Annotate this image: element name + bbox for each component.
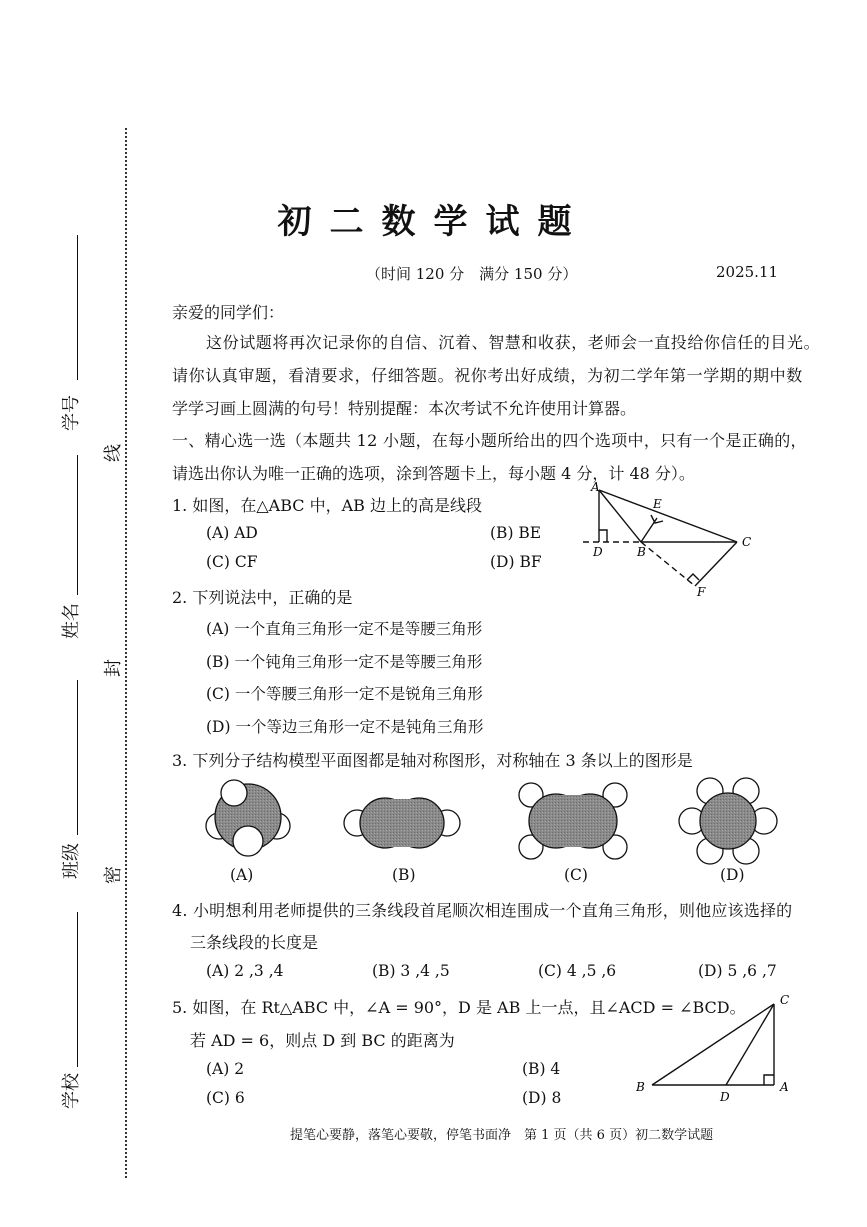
q1-option-d[interactable]: (D) BF: [490, 553, 542, 571]
q3-molecule-figures: [195, 775, 790, 865]
q1-stem: 1. 如图，在△ABC 中，AB 边上的高是线段: [172, 496, 482, 515]
q3-option-d[interactable]: (D): [720, 866, 745, 884]
seal-seal-char: 封: [103, 659, 124, 677]
class-label: 班级: [61, 843, 82, 879]
q1-label-a: A: [591, 480, 600, 494]
seal-line-char: 线: [103, 444, 124, 462]
q3-stem: 3. 下列分子结构模型平面图都是轴对称图形，对称轴在 3 条以上的图形是: [172, 751, 693, 770]
q2-option-b[interactable]: (B) 一个钝角三角形一定不是等腰三角形: [206, 653, 483, 671]
q4-option-a[interactable]: (A) 2 ,3 ,4: [206, 962, 284, 980]
q5-label-d: D: [720, 1090, 730, 1103]
q2-option-d[interactable]: (D) 一个等边三角形一定不是钝角三角形: [206, 718, 484, 736]
q5-label-b: B: [636, 1080, 645, 1094]
q1-option-b[interactable]: (B) BE: [490, 524, 542, 542]
intro-para-3: 学学习画上圆满的句号！特别提醒：本次考试不允许使用计算器。: [172, 399, 637, 418]
molecule-d: [679, 778, 777, 864]
q5-right-triangle-figure: [630, 988, 800, 1103]
q2-option-a[interactable]: (A) 一个直角三角形一定不是等腰三角形: [206, 620, 483, 638]
q5-stem-1: 5. 如图，在 Rt△ABC 中，∠A = 90°，D 是 AB 上一点，且∠ACD = ∠BCD。: [172, 998, 746, 1017]
q1-label-d: D: [593, 545, 603, 559]
class-blank[interactable]: [77, 680, 78, 835]
q2-option-c[interactable]: (C) 一个等腰三角形一定不是锐角三角形: [206, 685, 483, 703]
student-no-label: 学号: [61, 395, 82, 431]
q5-option-c[interactable]: (C) 6: [206, 1089, 245, 1107]
q5-label-a: A: [780, 1080, 789, 1094]
seal-secret-char: 密: [103, 866, 124, 884]
q5-option-a[interactable]: (A) 2: [206, 1060, 245, 1078]
q5-stem-2: 若 AD = 6，则点 D 到 BC 的距离为: [190, 1031, 455, 1050]
q5-option-b[interactable]: (B) 4: [522, 1060, 561, 1078]
q4-stem-1: 4. 小明想利用老师提供的三条线段首尾顺次相连围成一个直角三角形，则他应该选择的: [172, 901, 793, 920]
q1-label-b: B: [637, 545, 646, 559]
q3-option-a[interactable]: (A): [230, 866, 254, 884]
name-blank[interactable]: [77, 455, 78, 595]
q5-option-d[interactable]: (D) 8: [522, 1089, 562, 1107]
binding-dotted-line: [125, 128, 127, 1178]
q3-option-c[interactable]: (C): [564, 866, 588, 884]
page-title: 初二数学试题: [277, 202, 590, 242]
school-label: 学校: [61, 1073, 82, 1109]
intro-para-2: 请你认真审题，看清要求，仔细答题。祝你考出好成绩，为初二学年第一学期的期中数: [172, 366, 803, 385]
q1-label-c: C: [742, 535, 752, 549]
q4-option-b[interactable]: (B) 3 ,4 ,5: [372, 962, 450, 980]
student-no-blank[interactable]: [77, 235, 78, 380]
molecule-b: [344, 798, 460, 848]
q1-option-c[interactable]: (C) CF: [206, 553, 258, 571]
school-blank[interactable]: [77, 912, 78, 1067]
molecule-a: [206, 780, 290, 856]
page-footer: 提笔心要静，落笔心要敬，停笔书面净 第 1 页（共 6 页）初二数学试题: [290, 1128, 714, 1143]
greeting: 亲爱的同学们：: [172, 303, 285, 322]
molecule-c: [519, 783, 627, 859]
q1-label-f: F: [697, 585, 706, 598]
section1-line-1: 一、精心选一选（本题共 12 小题，在每小题所给出的四个选项中，只有一个是正确的，: [172, 431, 807, 450]
exam-date: 2025.11: [716, 263, 779, 281]
q4-option-d[interactable]: (D) 5 ,6 ,7: [698, 962, 777, 980]
time-score: （时间 120 分 满分 150 分）: [366, 265, 578, 283]
q4-stem-2: 三条线段的长度是: [190, 933, 319, 952]
q1-option-a[interactable]: (A) AD: [206, 524, 258, 542]
q1-label-e: E: [653, 497, 662, 511]
section1-line-2: 请选出你认为唯一正确的选项，涂到答题卡上，每小题 4 分，计 48 分）。: [172, 464, 695, 483]
q2-stem: 2. 下列说法中，正确的是: [172, 588, 353, 607]
q4-option-c[interactable]: (C) 4 ,5 ,6: [538, 962, 617, 980]
intro-para-1: 这份试题将再次记录你的自信、沉着、智慧和收获，老师会一直投给你信任的目光。: [206, 333, 821, 352]
q3-option-b[interactable]: (B): [392, 866, 416, 884]
q1-triangle-figure: [575, 478, 765, 598]
q5-label-c: C: [780, 993, 790, 1007]
name-label: 姓名: [61, 603, 82, 639]
